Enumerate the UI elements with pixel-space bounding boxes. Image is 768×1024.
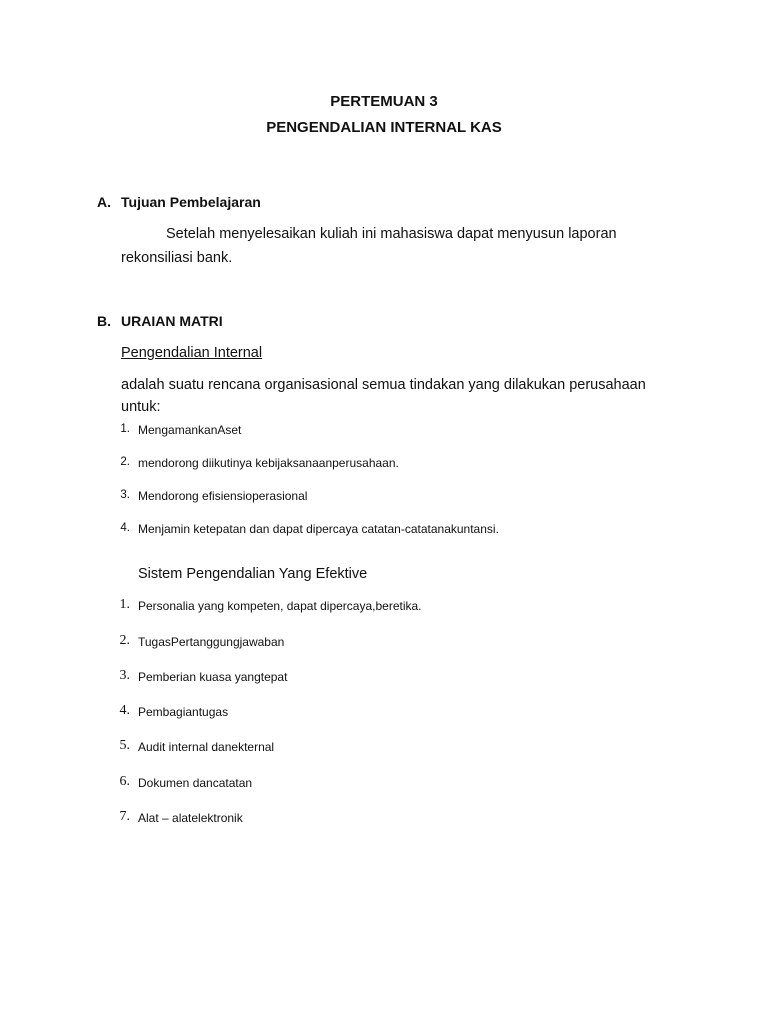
definition-line1: adalah suatu rencana organisasional semua tindakan yang dilakukan perusahaan bbox=[121, 377, 646, 393]
section-b-letter: B. bbox=[97, 313, 111, 329]
list-item-number: 4. bbox=[120, 522, 130, 534]
section-a-title: Tujuan Pembelajaran bbox=[121, 194, 261, 210]
section-b-subheading: Pengendalian Internal bbox=[121, 345, 263, 361]
section-a-paragraph-line2: rekonsiliasi bank. bbox=[121, 250, 233, 266]
list-item-number: 1. bbox=[120, 423, 130, 435]
list-item-number: 7. bbox=[119, 809, 130, 824]
section-a-paragraph-line1: Setelah menyelesaikan kuliah ini mahasiswa dapat menyusun laporan bbox=[166, 226, 617, 242]
list-item-number: 2. bbox=[120, 456, 130, 468]
list-item-number: 1. bbox=[119, 597, 130, 612]
list-item: MengamankanAset bbox=[138, 423, 242, 437]
list-item: Mendorong efisiensioperasional bbox=[138, 489, 308, 503]
list-item: mendorong diikutinya kebijaksanaanperusahaan. bbox=[138, 456, 399, 470]
list-item: Dokumen dancatatan bbox=[138, 776, 253, 790]
list-item: Audit internal danekternal bbox=[138, 740, 275, 754]
list-item: Personalia yang kompeten, dapat dipercaya,beretika. bbox=[138, 599, 422, 613]
list-item: Menjamin ketepatan dan dapat dipercaya catatan-catatanakuntansi. bbox=[138, 522, 499, 536]
list-item-number: 3. bbox=[119, 668, 130, 683]
list-item: Pemberian kuasa yangtepat bbox=[138, 670, 288, 684]
list-item: Alat – alatelektronik bbox=[138, 811, 243, 825]
list-item-number: 3. bbox=[120, 489, 130, 501]
page-title: PERTEMUAN 3 bbox=[330, 93, 438, 110]
section-b-subheading-2: Sistem Pengendalian Yang Efektive bbox=[138, 566, 368, 582]
section-b-title: URAIAN MATRI bbox=[121, 313, 223, 329]
definition-line2: untuk: bbox=[121, 399, 161, 415]
section-a-letter: A. bbox=[97, 194, 111, 210]
list-item-number: 6. bbox=[119, 774, 130, 789]
list-item-number: 5. bbox=[119, 738, 130, 753]
page-subtitle: PENGENDALIAN INTERNAL KAS bbox=[266, 119, 502, 136]
list-item-number: 2. bbox=[119, 633, 130, 648]
list-item-number: 4. bbox=[119, 703, 130, 718]
list-item: TugasPertanggungjawaban bbox=[138, 635, 285, 649]
list-item: Pembagiantugas bbox=[138, 705, 229, 719]
